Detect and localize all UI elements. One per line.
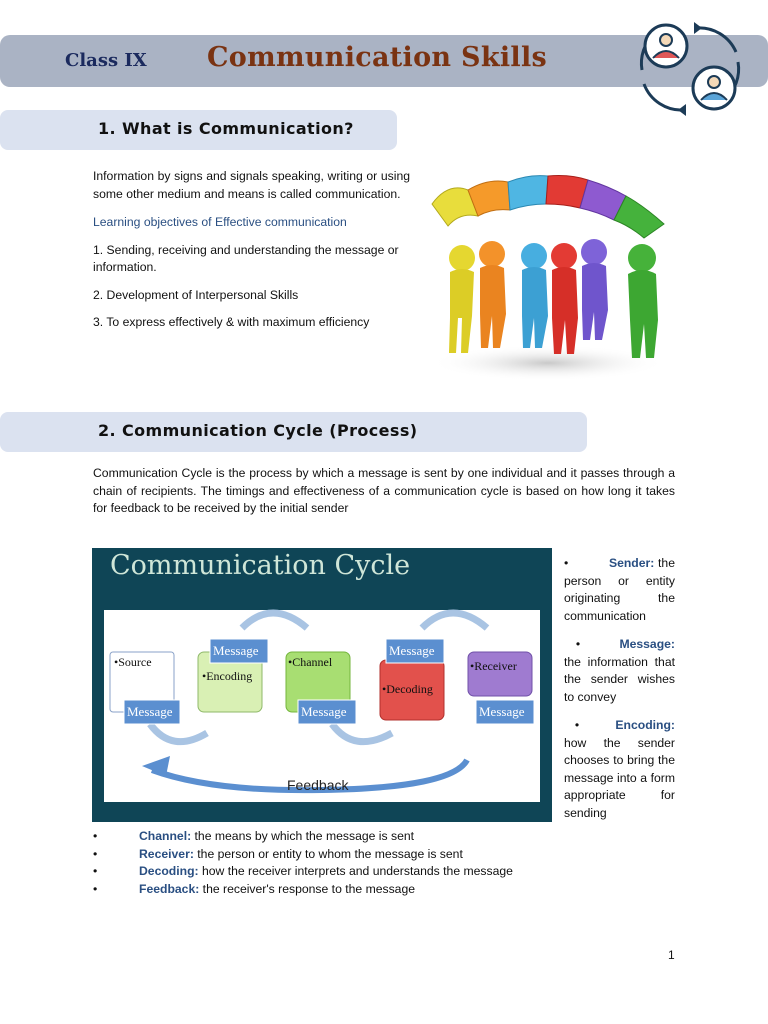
objectives-heading: Learning objectives of Effective communication: [93, 215, 347, 229]
definition-encoding: • Encoding: how the sender chooses to bring the message into a form appropriate for sending: [564, 718, 675, 820]
message-box-label: Message: [479, 704, 525, 719]
term-message: Message:: [619, 637, 675, 651]
decoding-label: •Decoding: [382, 682, 433, 696]
cycle-description: Communication Cycle is the process by which a message is sent by one individual and it passes through a chain of recipients. The timings and effectiveness of a communication cycle is based on how long it takes for feedback to be received by the initial sender: [93, 466, 675, 515]
term-feedback: Feedback:: [139, 881, 200, 896]
encoding-label: •Encoding: [202, 669, 253, 683]
bottom-definitions-list: [93, 828, 653, 898]
message-box-label: Message: [213, 643, 259, 658]
communication-cycle-diagram: [92, 548, 552, 822]
class-label: Class IX: [65, 50, 147, 71]
term-channel: Channel:: [139, 829, 192, 843]
receiver-label: •Receiver: [470, 659, 517, 673]
teamwork-puzzle-illustration: [428, 168, 668, 383]
message-box-label: Message: [301, 704, 347, 719]
section-heading-communication-cycle: 2. Communication Cycle (Process): [98, 421, 418, 440]
section1-text: [93, 168, 410, 332]
message-box-label: Message: [127, 704, 173, 719]
channel-label: •Channel: [288, 655, 333, 669]
orange-figure: [479, 241, 506, 348]
term-sender: Sender:: [608, 556, 655, 570]
definition-message: • Message: the information that the sender wishes to convey: [564, 637, 675, 704]
communication-definition: Information by signs and signals speaking, writing or using some other medium and means is called communication.: [93, 169, 410, 201]
source-label: •Source: [114, 655, 152, 669]
people-exchange-icon: [636, 18, 744, 116]
objective-item: 3. To express effectively & with maximum efficiency: [93, 315, 370, 329]
page-title: Communication Skills: [207, 42, 548, 73]
definition-feedback: • Feedback: the receiver's response to the message: [93, 881, 416, 896]
definition-sender: • Sender: the person or entity originating the communication: [564, 556, 675, 623]
definition-channel: • Channel: the means by which the message is sent: [93, 829, 415, 843]
feedback-label: Feedback: [287, 777, 349, 793]
diagram-title: Communication Cycle: [110, 550, 411, 581]
term-encoding: Encoding:: [615, 718, 675, 732]
side-definitions: [564, 555, 675, 833]
purple-figure: [581, 239, 608, 340]
blue-figure: [521, 243, 548, 348]
objective-item: 2. Development of Interpersonal Skills: [93, 287, 299, 302]
term-receiver: Receiver:: [139, 846, 194, 861]
definition-receiver: • Receiver: the person or entity to whom the message is sent: [93, 846, 463, 861]
red-figure: [551, 243, 578, 354]
green-figure: [628, 244, 658, 358]
definition-decoding: • Decoding: how the receiver interprets and understands the message: [93, 864, 513, 878]
term-decoding: Decoding:: [139, 864, 199, 878]
section-heading-what-is-communication: 1. What is Communication?: [98, 119, 354, 138]
page-number: 1: [668, 948, 675, 962]
objective-item: 1. Sending, receiving and understanding the message or information.: [93, 242, 399, 274]
yellow-figure: [449, 245, 475, 353]
message-box-label: Message: [389, 643, 435, 658]
